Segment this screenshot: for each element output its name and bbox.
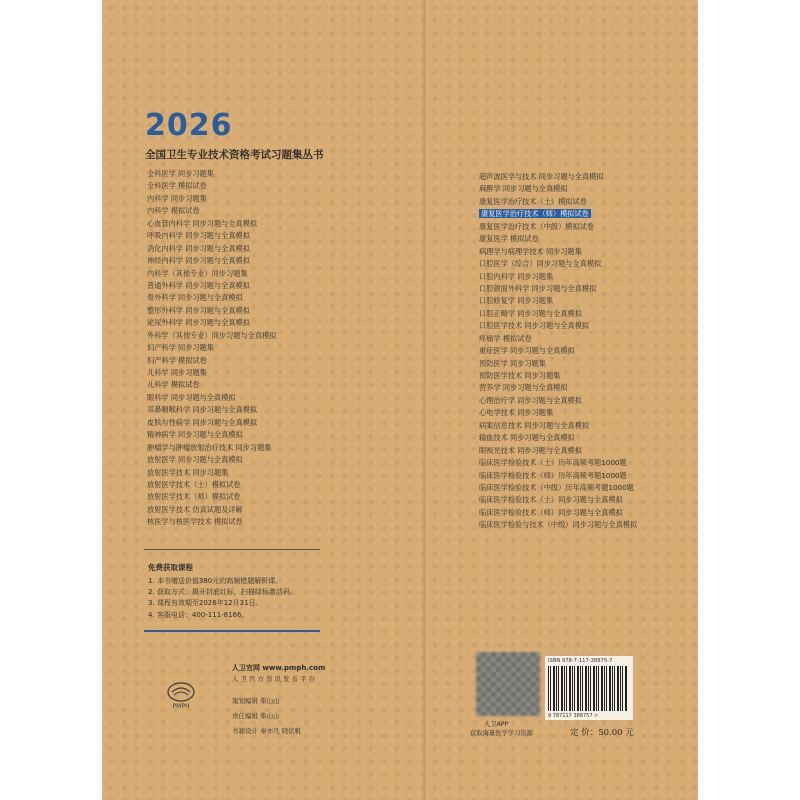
book-list-item-label: 营养学 同步习题与全真模拟: [479, 383, 568, 393]
book-list-item: [147, 454, 276, 466]
book-list-item: [479, 320, 637, 332]
book-list-item-label: 口腔内科学 同步习题集: [479, 271, 554, 281]
book-list-item: [479, 208, 637, 220]
book-list-item-label: 妇产科学 同步习题集: [147, 343, 214, 353]
free-course-note-label: 3. 课程有效期至2026年12月31日。: [148, 599, 263, 608]
book-list-item-label: 麻醉学 同步习题与全真模拟: [479, 184, 568, 194]
book-list-item-label: 口腔修复学 同步习题集: [479, 296, 554, 306]
book-list-item-label: 疼痛学 模拟试卷: [479, 333, 532, 343]
book-list-item-label: 儿科学 同步习题集: [147, 368, 207, 377]
year-heading: 2026: [145, 108, 233, 143]
book-list-item: [147, 379, 276, 391]
book-list-item: [147, 317, 276, 329]
book-list-item: [147, 392, 276, 404]
free-course-title: 免费获取课程: [148, 563, 193, 572]
book-list-item-label: 儿科学 模拟试卷: [147, 380, 200, 390]
book-list-item-label: 整形外科学 同步习题与全真模拟: [147, 305, 250, 315]
book-list-item-label: 呼吸内科学 同步习题与全真模拟: [147, 231, 250, 241]
book-list-item: [147, 268, 276, 280]
free-course-note-label: 1. 本书赠送价值380元的高频错题解析课。: [148, 577, 283, 585]
book-list-item: [147, 168, 276, 180]
book-list-item: [479, 470, 637, 482]
book-list-item-label: 全科医学 同步习题集: [147, 169, 214, 178]
book-list-item: [147, 280, 276, 292]
book-list-item: [479, 358, 637, 370]
book-list-item-label: 眼视光技术 同步习题与全真模拟: [479, 445, 582, 455]
credit-line: [232, 724, 301, 739]
book-list-item: [479, 457, 637, 469]
divider: [144, 549, 320, 550]
book-list-item: [479, 420, 637, 432]
book-list-item-label: 皮肤与性病学 同步习题与全真模拟: [147, 417, 258, 427]
book-list-item: [147, 218, 276, 230]
book-list-item-label: 肿瘤学与肿瘤放射治疗技术 同步习题集: [147, 442, 272, 452]
book-list-item: [147, 479, 276, 491]
book-list-item-label: 康复医学治疗技术（士）模拟试卷: [479, 196, 587, 206]
free-course-note: [148, 610, 297, 621]
book-list-item: [479, 233, 637, 245]
book-list-item-label: 输血技术 同步习题与全真模拟: [479, 433, 575, 443]
book-list-item-label: 妇产科学 模拟试卷: [147, 355, 207, 365]
book-list-item-label: 外科学（其他专业）同步习题与全真模拟: [147, 330, 277, 340]
book-list-item: [479, 382, 637, 394]
book-list-item-label: 放射医学技术 同步习题集: [147, 467, 229, 477]
free-course-note-label: 2. 获取方式：揭开封底红标，扫描绿标激活码。: [148, 588, 297, 597]
book-list-item-label: 神经内科学 同步习题与全真模拟: [147, 256, 250, 266]
series-title: 全国卫生专业技术资格考试习题集丛书: [145, 149, 324, 161]
credit-line-label: 责任编辑 柴山山: [232, 712, 280, 721]
credits-list: [232, 694, 301, 740]
book-list-item: [479, 519, 637, 531]
book-list-item-label: 骨外科学 同步习题与全真模拟: [147, 293, 243, 303]
publisher-site: 人卫官网 www.pmph.com: [232, 664, 326, 672]
qr-caption-resources: 获取海量医学学习资源: [470, 730, 533, 737]
book-list-item-label: 临床医学检验技术（士）同步习题与全真模拟: [479, 495, 623, 505]
credit-line-label: 策划编辑 柴山山: [232, 697, 280, 705]
book-list-item: [479, 482, 637, 494]
book-list-item-label: 普通外科学 同步习题与全真模拟: [147, 280, 250, 290]
book-list-item: [479, 271, 637, 283]
free-course-note-label: 4. 客服电话：400-111-8166。: [148, 610, 249, 619]
book-list-item-label: 耳鼻咽喉科学 同步习题与全真模拟: [147, 405, 258, 415]
book-list-item: [479, 333, 637, 345]
book-list-item: [147, 367, 276, 379]
book-list-item: [147, 330, 276, 342]
book-list-item: [479, 494, 637, 506]
book-list-item-label: 内科学（其他专业）同步习题集: [147, 268, 248, 278]
book-list-item-label: 预防医学技术 同步习题集: [479, 371, 561, 380]
publisher-platform: 人卫官方资讯发布平台: [232, 675, 317, 683]
book-list-item: [479, 432, 637, 444]
book-list-item-label: 放射医学技术（士）模拟试卷: [147, 479, 241, 489]
book-list-item: [147, 230, 276, 242]
book-list-item-label: 内科学 同步习题集: [147, 193, 207, 203]
book-list-item-label: 内科学 模拟试卷: [147, 206, 200, 216]
book-list-item-label: 超声波医学与技术 同步习题与全真模拟: [479, 172, 604, 181]
book-list-item-label: 病案信息技术 同步习题与全真模拟: [479, 420, 590, 430]
book-list-item-label: 全科医学 模拟试卷: [147, 181, 207, 191]
book-list-item: [479, 445, 637, 457]
book-list-item-label: 口腔医学技术 同步习题与全真模拟: [479, 321, 590, 331]
book-list-item: [147, 355, 276, 367]
book-list-item: [147, 342, 276, 354]
barcode-number: 9 787117 388757 >: [548, 713, 599, 719]
book-list-item-label: 眼科学 同步习题与全真模拟: [147, 392, 236, 402]
book-list-item: [479, 183, 637, 195]
price-label: 定 价：50.00 元: [570, 728, 634, 738]
book-list-item: [147, 205, 276, 217]
book-list-item: [147, 292, 276, 304]
book-list-item-label: 心理治疗学 同步习题与全真模拟: [479, 395, 582, 405]
book-list-item: [479, 221, 637, 233]
credit-line: [232, 694, 301, 709]
book-list-item-label: 康复医学 模拟试卷: [479, 234, 539, 244]
free-course-note: [148, 598, 297, 609]
book-list-item-label: 预防医学 同步习题集: [479, 358, 546, 368]
book-list-item: [147, 429, 276, 441]
book-list-item: [479, 345, 637, 357]
book-list-item: [147, 180, 276, 192]
book-list-item: [479, 395, 637, 407]
book-list-item: [479, 196, 637, 208]
book-list-item: [479, 246, 637, 258]
book-list-item-label: 临床医学检验技术（师）历年高频考题1000题: [479, 470, 627, 480]
book-list-item: [147, 491, 276, 503]
book-list-item: [479, 507, 637, 519]
book-list-item-label: 重症医学 同步习题与全真模拟: [479, 346, 575, 356]
book-list-item-label: 临床医学检验技术（士）历年高频考题1000题: [479, 458, 627, 468]
book-list-item-label: 心电学技术 同步习题集: [479, 408, 554, 418]
book-list-item: [147, 516, 276, 528]
credit-line: [232, 709, 301, 724]
right-book-list: [479, 171, 637, 532]
book-list-item: [147, 504, 276, 516]
blue-divider: [144, 630, 320, 632]
book-list-item-label: 放射医学技术（师）模拟试卷: [147, 492, 241, 502]
pmph-logo-icon: [165, 680, 197, 710]
book-list-item-label: 康复医学治疗技术（中级）模拟试卷: [479, 221, 595, 231]
book-list-item-label: 放射医学 同步习题与全真模拟: [147, 455, 243, 465]
book-list-item-label: 口腔医学（综合）同步习题与全真模拟: [479, 259, 602, 269]
book-list-item-label: 口腔颌面外科学 同步习题与全真模拟: [479, 283, 597, 293]
book-list-item: [479, 370, 637, 382]
book-list-item: [147, 255, 276, 267]
book-list-item: [147, 193, 276, 205]
book-list-item: [479, 171, 637, 183]
credit-line-label: 书籍设计 秦亦凡 晓依帆: [232, 727, 302, 736]
book-list-item: [479, 407, 637, 419]
left-book-list: [147, 168, 276, 529]
book-list-item-label: 消化内科学 同步习题与全真模拟: [147, 243, 250, 253]
free-course-note: [148, 587, 297, 598]
book-list-item: [147, 442, 276, 454]
book-list-item-label: 核医学与核医学技术 模拟试卷: [147, 517, 243, 527]
isbn-text: ISBN 978-7-117-38875-7: [548, 658, 613, 664]
free-course-note: [148, 576, 297, 587]
book-list-item: [479, 283, 637, 295]
barcode-bars: [548, 666, 628, 711]
book-list-item-label: 精神病学 同步习题与全真模拟: [147, 430, 243, 440]
book-list-item-label: 临床医学检验技术（中级）历年高频考题1000题: [479, 482, 634, 492]
book-list-item-label: 病理学与病理学技术 同步习题集: [479, 246, 582, 256]
book-list-item-label: 口腔正畸学 同步习题与全真模拟: [479, 308, 582, 318]
book-list-item-label: 康复医学治疗技术（师）模拟试卷: [481, 209, 589, 219]
book-list-item-label: 临床医学检验与技术（中级）同步习题与全真模拟: [479, 520, 638, 530]
book-list-item-label: 泌尿外科学 同步习题与全真模拟: [147, 318, 250, 328]
logo-text: PMPH: [172, 703, 190, 710]
book-list-item-label: 临床医学检验技术（师）同步习题与全真模拟: [479, 507, 623, 517]
book-list-item: [147, 467, 276, 479]
book-list-item: [147, 417, 276, 429]
qr-code[interactable]: [476, 652, 540, 716]
book-list-item-label: 心血管内科学 同步习题与全真模拟: [147, 218, 258, 228]
book-list-item: [479, 295, 637, 307]
book-list-item: [479, 308, 637, 320]
book-list-item: [147, 404, 276, 416]
book-list-item: [479, 258, 637, 270]
book-list-item: [147, 305, 276, 317]
book-list-item: [147, 243, 276, 255]
free-course-notes: [148, 576, 297, 621]
book-list-item-label: 放射医学技术 仿真试题及详解: [147, 504, 243, 514]
qr-caption-app: 人卫APP: [484, 721, 509, 728]
